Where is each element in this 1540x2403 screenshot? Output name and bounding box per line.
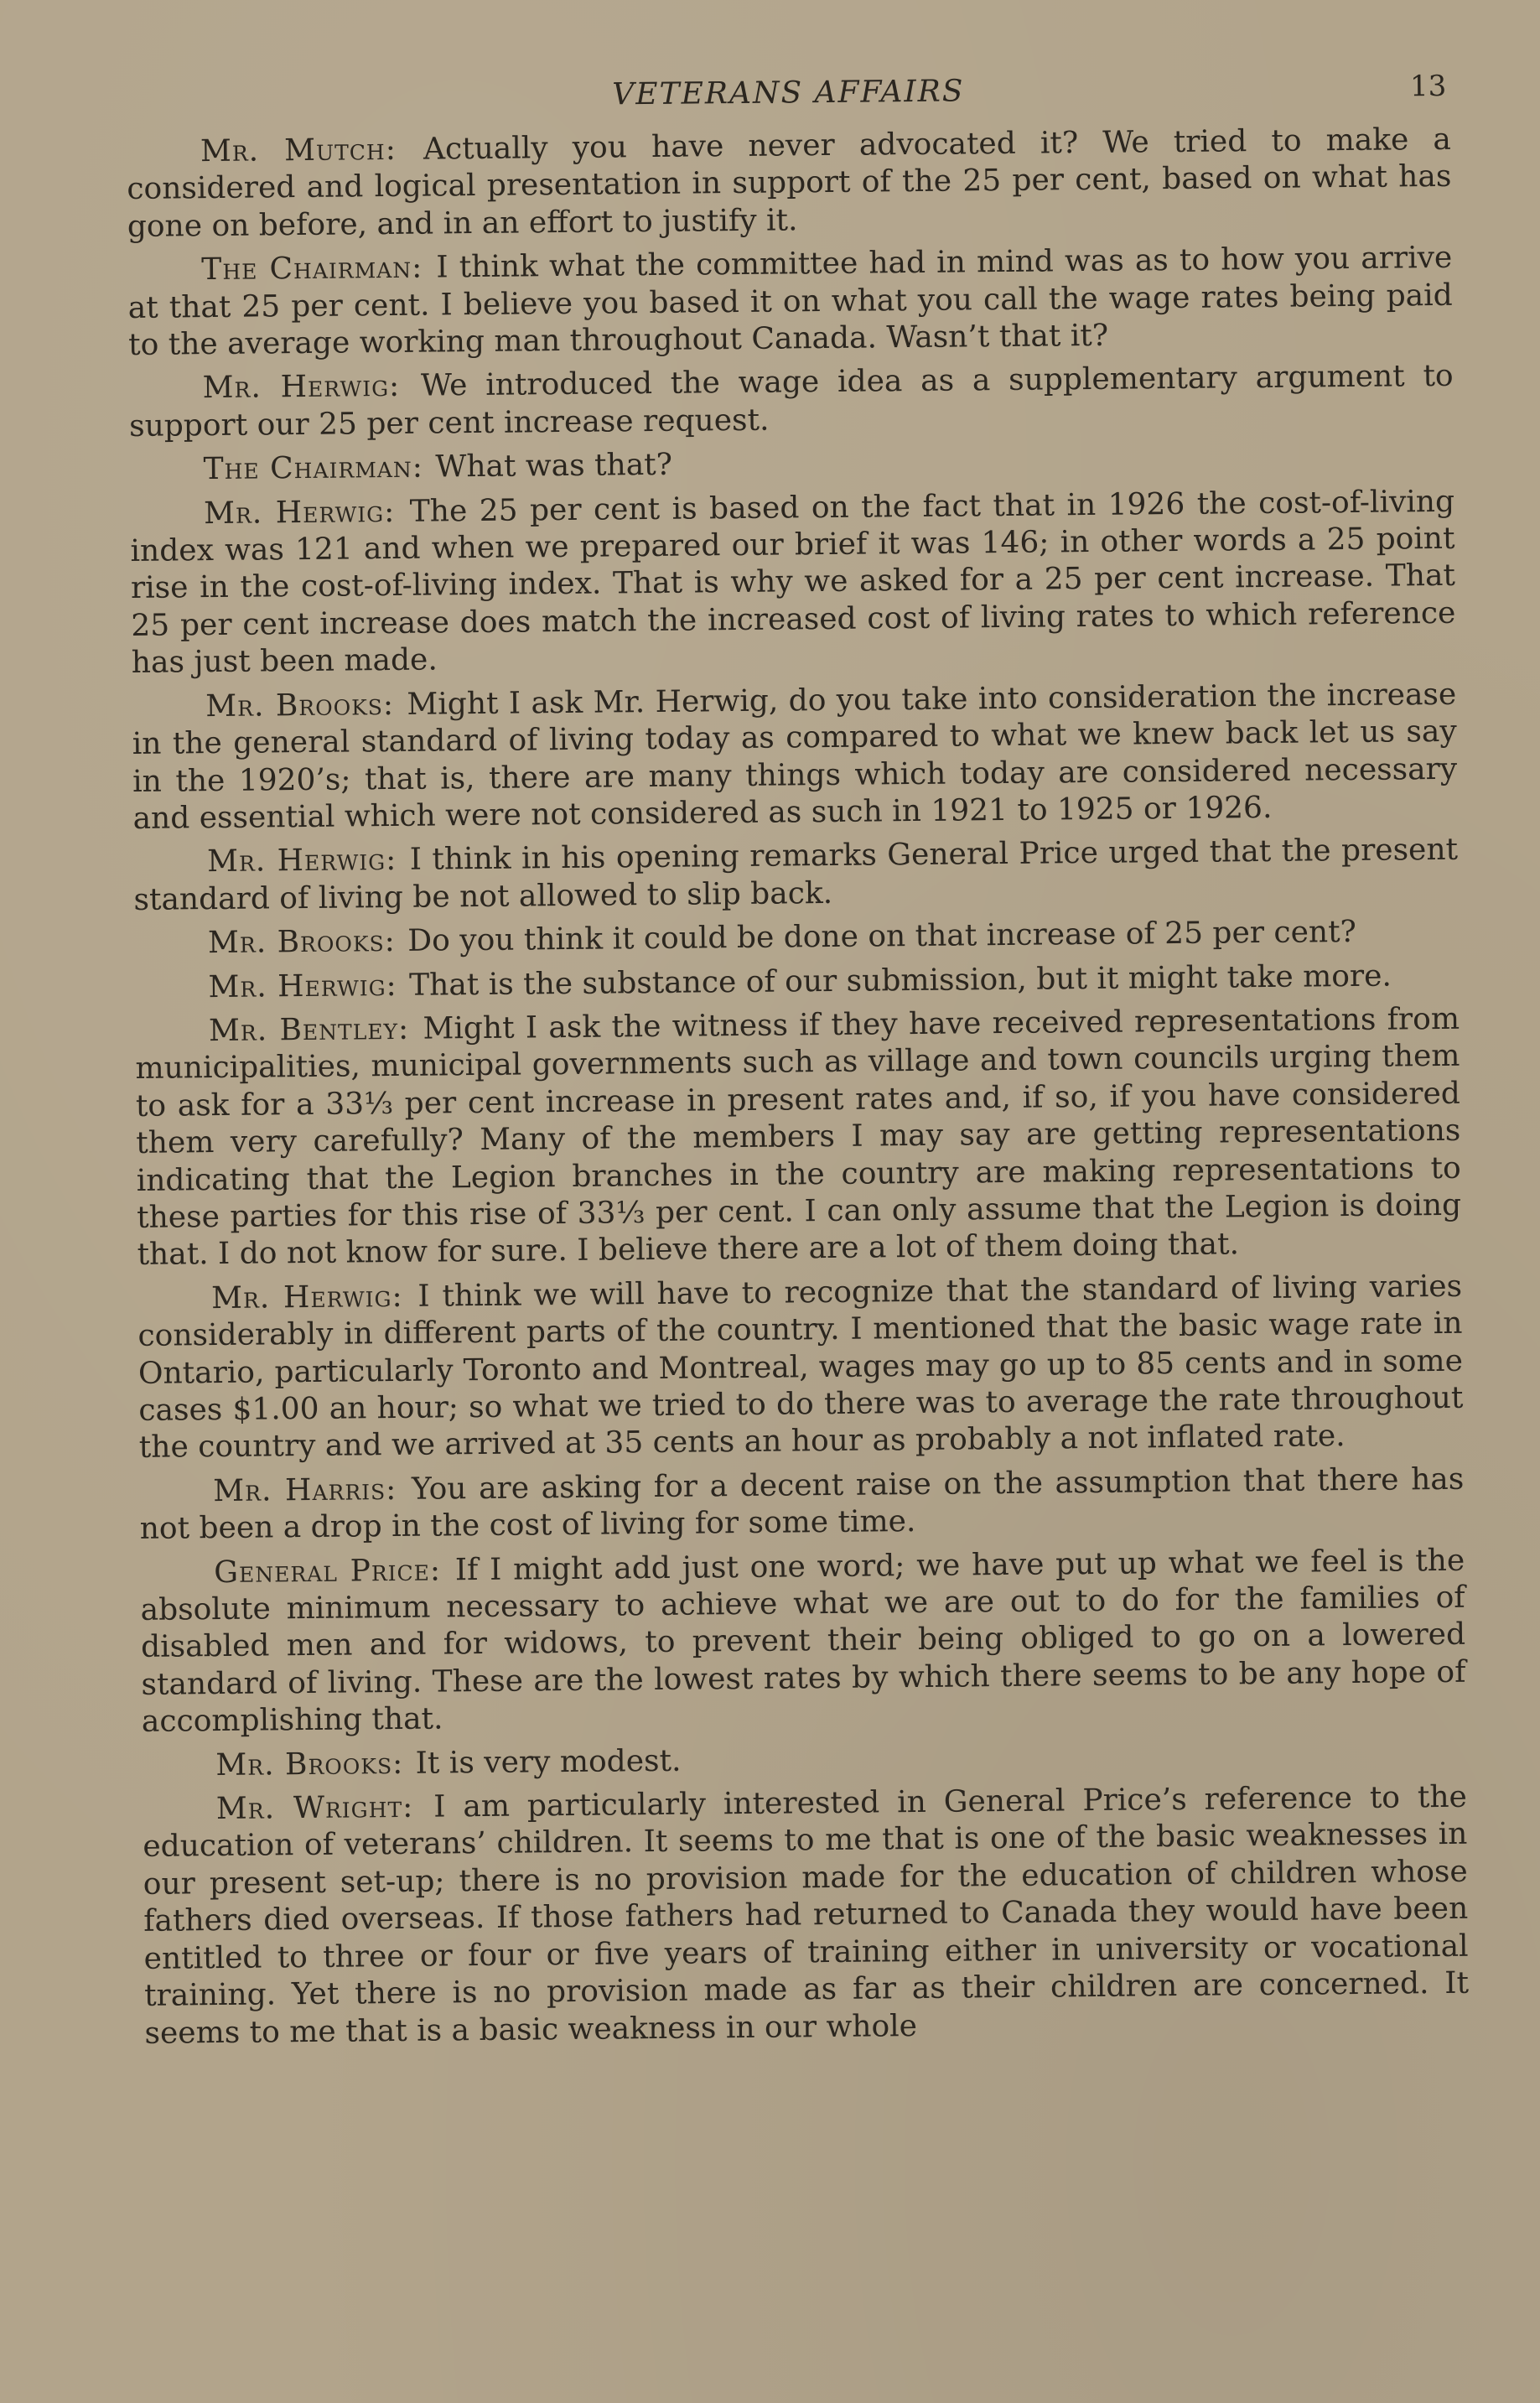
paragraph-text: That is the substance of our submission, but it might take more. <box>408 958 1392 1003</box>
paragraph-bentley: Mr. Bentley: Might I ask the witness if they have received representations from municipalities, municipal governments such as village and town councils urging them to ask for a 33⅓ per cent increase in present rates and, if so, if you have considered them very carefully? Many of the members I may say are getting representations indicating that the Legion branches in the country are making representations to these parties for this rise of 33⅓ per cent. I can only assume that the Legion is doing that. I do not know for sure. I believe there are a lot of them doing that. <box>135 1001 1462 1273</box>
speaker-name: The Chairman <box>201 250 412 288</box>
speaker-name: Mr. Mutch <box>200 132 386 169</box>
speaker-name: Mr. Herwig <box>206 843 386 880</box>
speaker-name: Mr. Brooks <box>215 1746 393 1783</box>
document-page <box>126 54 1472 2348</box>
paragraph-text: What was that? <box>435 448 673 485</box>
paragraph-text: The 25 per cent is based on the fact that in 1926 the cost-of-living index was 121 and when we prepared our brief it was 146; in other words a 25 point rise in the cost-of-living index. That is why we asked for a 25 per cent increase. That 25 per cent increase does match the increased cost of living rates to which reference has just been made. <box>130 484 1456 681</box>
speaker-name: Mr. Brooks <box>205 687 384 724</box>
paragraph-text: Might I ask the witness if they have received representations from municipalities, municipal governments such as village and town councils urging them to ask for a 33⅓ per cent increase in present rates and, if so, if you have considered them very carefully? Many of the members I may say are getting representations indicating that the Legion branches in the country are making representations to these parties for this rise of 33⅓ per cent. I can only assume that the Legion is doing that. I do not know for sure. I believe there are a lot of them doing that. <box>135 1001 1462 1273</box>
paragraph-herwig: Mr. Herwig: That is the substance of our submission, but it might take more. <box>208 958 1392 1004</box>
paragraph-text: Might I ask Mr. Herwig, do you take into consideration the increase in the general standard of living today as compared to what we knew back let us say in the 1920’s; that is, there are many things which today are considered necessary and essential which were not considered as such in 1921 to 1925 or 1926. <box>132 677 1458 836</box>
paragraph-brooks: Mr. Brooks: It is very modest. <box>215 1743 682 1783</box>
paragraph-text: I am particularly interested in General Price’s reference to the education of veterans’ children. It seems to me that is one of the basic weaknesses in our present set-up; there is no provision made for the education of children whose fathers died overseas. If those fathers had returned to Canada they would have been entitled to three or four or five years of training either in university or vocational training. Yet there is no provision made as far as their children are concerned. It seems to me that is a basic weakness in our whole <box>143 1779 1470 2051</box>
paragraph-brooks: Mr. Brooks: Do you think it could be done on that increase of 25 per cent? <box>207 915 1357 961</box>
paragraph-text: We introduced the wage idea as a supplementary argument to support our 25 per cent increase request. <box>128 359 1454 444</box>
speaker-name: Mr. Herwig <box>203 494 385 531</box>
paragraph-text: It is very modest. <box>415 1743 682 1781</box>
paragraph-herwig: Mr. Herwig: I think we will have to recognize that the standard of living varies considerably in different parts of the country. I mentioned that the basic wage rate in Ontario, particularly Toronto and Montreal, wages may go up to 85 cents and in some cases $1.00 an hour; so what we tried to do there was to average the rate throughout the country and we arrived at 35 cents an hour as probably a not inflated rate. <box>137 1269 1464 1466</box>
paragraph-text: I think we will have to recognize that the standard of living varies considerably in different parts of the country. I mentioned that the basic wage rate in Ontario, particularly Toronto and Montreal, wages may go up to 85 cents and in some cases $1.00 an hour; so what we tried to do there was to average the rate throughout the country and we arrived at 35 cents an hour as probably a not inflated rate. <box>137 1269 1464 1466</box>
speaker-name: The Chairman <box>203 449 412 487</box>
speaker-name: Mr. Herwig <box>202 369 390 406</box>
paragraph-text: Do you think it could be done on that increase of 25 per cent? <box>407 915 1357 958</box>
paragraph-herwig: Mr. Herwig: We introduced the wage idea as a supplementary argument to support our 25 per cent increase request. <box>128 359 1454 444</box>
paragraph-chairman: The Chairman: I think what the committee had in mind was as to how you arrive at that 25 per cent. I believe you based it on what you call the wage rates being paid to the average working man throughout Canada. Wasn’t that it? <box>127 241 1453 363</box>
paragraph-brooks: Mr. Brooks: Might I ask Mr. Herwig, do you take into consideration the increase in the general standard of living today as compared to what we knew back let us say in the 1920’s; that is, there are many things which today are considered necessary and essential which were not considered as such in 1921 to 1925 or 1926. <box>132 677 1458 836</box>
transcript-body <box>127 122 1470 2053</box>
paragraph-harris: Mr. Harris: You are asking for a decent raise on the assumption that there has not been a drop in the cost of living for some time. <box>139 1461 1465 1547</box>
speaker-name: Mr. Harris <box>213 1471 386 1508</box>
running-head <box>126 54 1451 134</box>
paragraph-chairman: The Chairman: What was that? <box>203 448 673 487</box>
paragraph-text: Actually you have never advocated it? We tried to make a considered and logical presentation in support of the 25 per cent, based on what has gone on before, and in an effort to justify it. <box>127 122 1452 244</box>
speaker-name: Mr. Herwig <box>210 1279 392 1316</box>
paragraph-mutch: Mr. Mutch: Actually you have never advocated it? We tried to make a considered and logical presentation in support of the 25 per cent, based on what has gone on before, and in an effort to justify it. <box>127 122 1452 244</box>
paragraph-herwig: Mr. Herwig: The 25 per cent is based on the fact that in 1926 the cost-of-living index was 121 and when we prepared our brief it was 146; in other words a 25 point rise in the cost-of-living index. That is why we asked for a 25 per cent increase. That 25 per cent increase does match the increased cost of living rates to which reference has just been made. <box>130 484 1456 681</box>
paragraph-text: If I might add just one word; we have put up what we feel is the absolute minimum necessary to achieve what we are out to do for the families of disabled men and for widows, to prevent their being obliged to go on a lowered standard of living. These are the lowest rates by which there seems to be any hope of accomplishing that. <box>140 1543 1466 1740</box>
speaker-name: Mr. Wright <box>215 1789 403 1827</box>
paragraph-herwig: Mr. Herwig: I think in his opening remarks General Price urged that the present standard of living be not allowed to slip back. <box>133 833 1459 917</box>
running-title: VETERANS AFFAIRS <box>612 74 965 112</box>
speaker-name: Mr. Brooks <box>207 924 385 961</box>
speaker-name: Mr. Bentley <box>208 1011 399 1049</box>
paragraph-general-price: General Price: If I might add just one word; we have put up what we feel is the absolute minimum necessary to achieve what we are out to do for the families of disabled men and for widows, to prevent their being obliged to go on a lowered standard of living. These are the lowest rates by which there seems to be any hope of accomplishing that. <box>140 1543 1466 1740</box>
speaker-name: General Price <box>214 1553 431 1590</box>
paragraph-text: I think what the committee had in mind was as to how you arrive at that 25 per cent. I believe you based it on what you call the wage rates being paid to the average working man throughout Canada. Wasn’t that it? <box>127 241 1453 363</box>
paragraph-text: You are asking for a decent raise on the assumption that there has not been a drop in the cost of living for some time. <box>139 1461 1465 1547</box>
page-number: 13 <box>1409 69 1447 104</box>
speaker-name: Mr. Herwig <box>208 968 386 1004</box>
paragraph-text: I think in his opening remarks General Price urged that the present standard of living be not allowed to slip back. <box>133 833 1459 917</box>
paragraph-wright: Mr. Wright: I am particularly interested in General Price’s reference to the education of veterans’ children. It seems to me that is one of the basic weaknesses in our present set-up; there is no provision made for the education of children whose fathers died overseas. If those fathers had returned to Canada they would have been entitled to three or four or five years of training either in university or vocational training. Yet there is no provision made as far as their children are concerned. It seems to me that is a basic weakness in our whole <box>143 1779 1470 2051</box>
